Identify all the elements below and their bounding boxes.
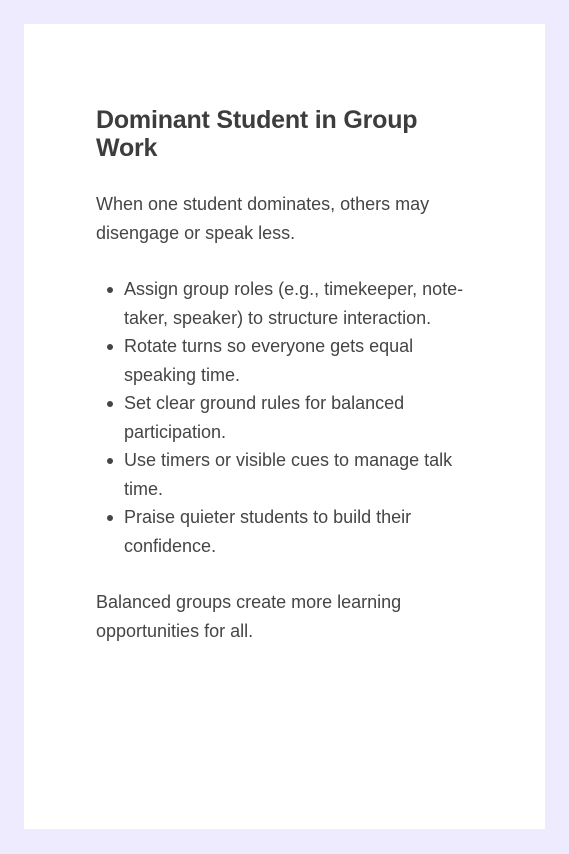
tips-list (96, 275, 473, 560)
bullet-icon (107, 344, 113, 350)
list-item (124, 275, 473, 332)
list-item-text: Rotate turns so everyone gets equal speaking time. (124, 336, 414, 385)
bullet-icon (107, 401, 113, 407)
list-item (124, 446, 473, 503)
content-card (24, 24, 545, 829)
bullet-icon (107, 458, 113, 464)
intro-paragraph: When one student dominates, others may disengage or speak less. (96, 194, 430, 243)
list-item (124, 389, 473, 446)
closing-paragraph: Balanced groups create more learning opportunities for all. (96, 592, 402, 641)
bullet-icon (107, 515, 113, 521)
list-item-text: Use timers or visible cues to manage talk time. (124, 450, 453, 499)
list-item-text: Praise quieter students to build their confidence. (124, 507, 412, 556)
list-item-text: Set clear ground rules for balanced participation. (124, 393, 405, 442)
bullet-icon (107, 287, 113, 293)
list-item-text: Assign group roles (e.g., timekeeper, note-taker, speaker) to structure interaction. (124, 279, 464, 328)
list-item (124, 503, 473, 560)
list-item (124, 332, 473, 389)
card-title: Dominant Student in Group Work (96, 106, 418, 162)
